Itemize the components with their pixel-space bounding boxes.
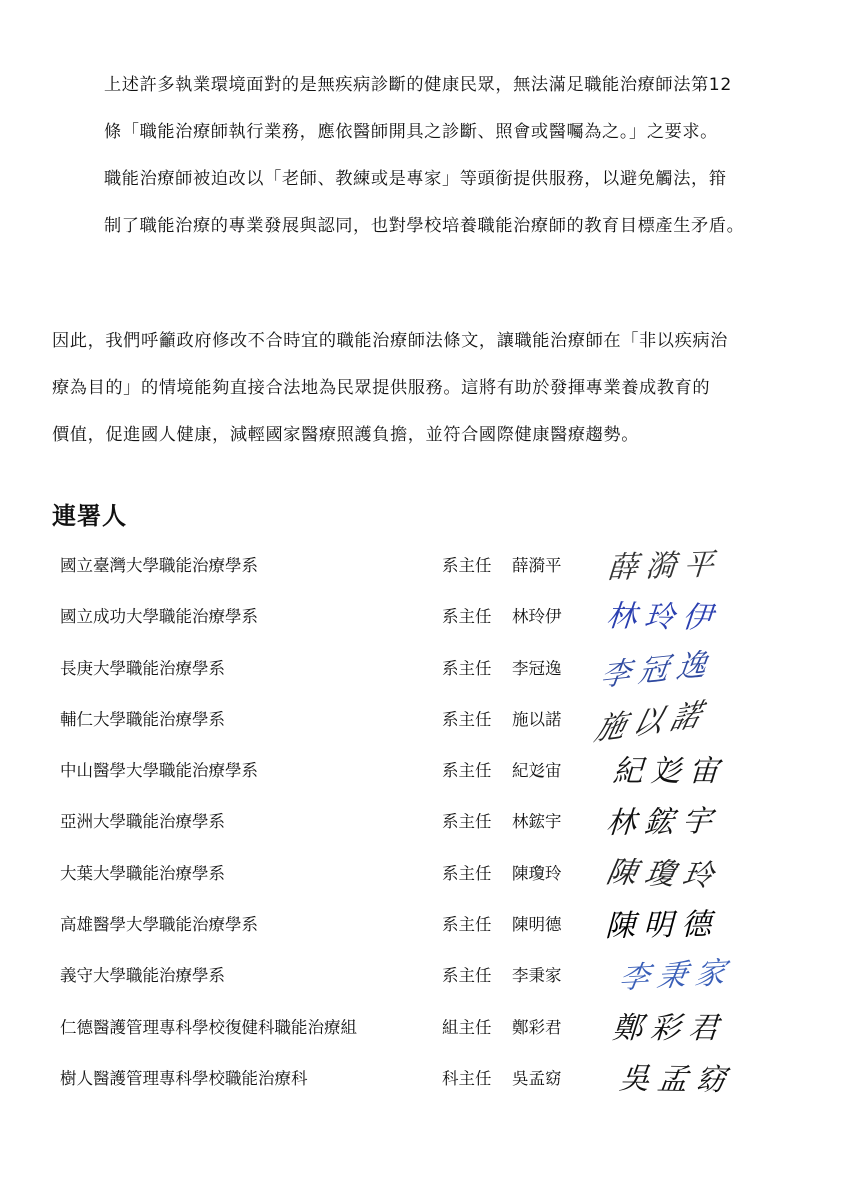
signatory-role: 系主任 <box>442 966 492 986</box>
signatory-role: 系主任 <box>442 915 492 935</box>
signatory-role: 組主任 <box>442 1017 492 1037</box>
paragraph-line: 價值，促進國人健康，減輕國家醫療照護負擔，並符合國際健康醫療趨勢。 <box>52 425 639 445</box>
handwritten-signature <box>604 595 774 637</box>
body-paragraph-2 <box>52 318 812 459</box>
signatory-school: 中山醫學大學職能治療學系 <box>60 761 258 781</box>
paragraph-line: 療為目的」的情境能夠直接合法地為民眾提供服務。這將有助於發揮專業養成教育的 <box>52 378 711 398</box>
signature-glyphs: 吳孟窈 <box>617 1061 736 1099</box>
paragraph-line: 條「職能治療師執行業務，應依醫師開具之診斷、照會或醫囑為之。」之要求。 <box>104 122 718 142</box>
handwritten-signature <box>604 1006 774 1048</box>
signatory-row <box>0 591 848 642</box>
signatory-role: 系主任 <box>442 556 492 575</box>
signature-glyphs: 林鋐宇 <box>604 804 722 842</box>
signatory-row <box>0 1053 848 1104</box>
signature-glyphs: 薛漪平 <box>606 547 723 586</box>
handwritten-signature <box>604 749 774 791</box>
signatory-role: 系主任 <box>442 812 492 832</box>
signatory-name: 陳瓊玲 <box>512 863 562 883</box>
signatory-row <box>0 848 848 899</box>
signatory-role: 系主任 <box>442 709 492 729</box>
handwritten-signature <box>604 903 774 945</box>
signatory-school: 國立臺灣大學職能治療學系 <box>60 556 258 575</box>
signatory-row <box>0 950 848 1001</box>
signatory-role: 系主任 <box>442 863 492 883</box>
handwritten-signature <box>604 800 774 842</box>
signatory-school: 高雄醫學大學職能治療學系 <box>60 915 258 935</box>
signatory-school: 亞洲大學職能治療學系 <box>60 812 225 832</box>
handwritten-signature <box>604 1057 774 1099</box>
signatory-name: 薛漪平 <box>512 556 562 575</box>
signatory-row <box>0 745 848 796</box>
signatories-list <box>0 540 848 1104</box>
signatory-role: 系主任 <box>442 607 492 627</box>
signatory-name: 李秉家 <box>512 966 562 986</box>
paragraph-line: 因此，我們呼籲政府修改不合時宜的職能治療師法條文，讓職能治療師在「非以疾病治 <box>52 331 728 351</box>
signatory-school: 長庚大學職能治療學系 <box>60 658 225 678</box>
handwritten-signature <box>598 646 774 694</box>
signatory-name: 李冠逸 <box>512 658 562 678</box>
signatory-name: 林玲伊 <box>512 607 562 627</box>
signature-glyphs: 鄭彩君 <box>611 1010 728 1046</box>
signatory-row <box>0 643 848 694</box>
signatory-school: 義守大學職能治療學系 <box>60 966 225 986</box>
signatory-row <box>0 1002 848 1053</box>
signatory-role: 系主任 <box>442 761 492 781</box>
signatory-row <box>0 694 848 748</box>
signatory-row <box>0 540 848 591</box>
signature-glyphs: 林玲伊 <box>604 599 722 637</box>
signatory-name: 紀彣宙 <box>512 761 562 781</box>
signatory-role: 科主任 <box>442 1068 492 1088</box>
signatories-heading: 連署人 <box>52 502 127 530</box>
signatory-name: 林鋐宇 <box>512 812 562 832</box>
signatory-row <box>0 899 848 950</box>
paragraph-line: 制了職能治療的專業發展與認同，也對學校培養職能治療師的教育目標產生矛盾。 <box>104 216 745 236</box>
signatory-school: 大葉大學職能治療學系 <box>60 863 225 883</box>
handwritten-signature <box>604 544 774 586</box>
signatory-name: 吳孟窈 <box>512 1068 562 1088</box>
signature-glyphs: 紀彣宙 <box>611 754 728 790</box>
paragraph-line: 職能治療師被迫改以「老師、教練或是專家」等頭銜提供服務，以避免觸法，箝 <box>104 169 727 189</box>
signatory-name: 施以諾 <box>512 709 562 729</box>
signatory-school: 輔仁大學職能治療學系 <box>60 709 225 729</box>
handwritten-signature <box>604 954 774 996</box>
signatory-school: 國立成功大學職能治療學系 <box>60 607 258 627</box>
paragraph-line: 上述許多執業環境面對的是無疾病診斷的健康民眾，無法滿足職能治療師法第12 <box>104 75 732 95</box>
handwritten-signature <box>591 695 774 748</box>
signatory-school: 樹人醫護管理專科學校職能治療科 <box>60 1068 308 1088</box>
signatory-school: 仁德醫護管理專科學校復健科職能治療組 <box>60 1017 357 1037</box>
signature-glyphs: 陳瓊玲 <box>603 855 724 894</box>
signature-glyphs: 施以諾 <box>591 695 714 748</box>
body-paragraph-1 <box>104 62 819 250</box>
signatory-name: 鄭彩君 <box>512 1017 562 1037</box>
signature-glyphs: 李秉家 <box>616 955 736 997</box>
signatory-name: 陳明德 <box>512 915 562 935</box>
handwritten-signature <box>604 852 774 894</box>
signatory-row <box>0 796 848 847</box>
signature-glyphs: 陳明德 <box>604 907 720 945</box>
signature-glyphs: 李冠逸 <box>598 646 717 694</box>
signatory-role: 系主任 <box>442 658 492 678</box>
